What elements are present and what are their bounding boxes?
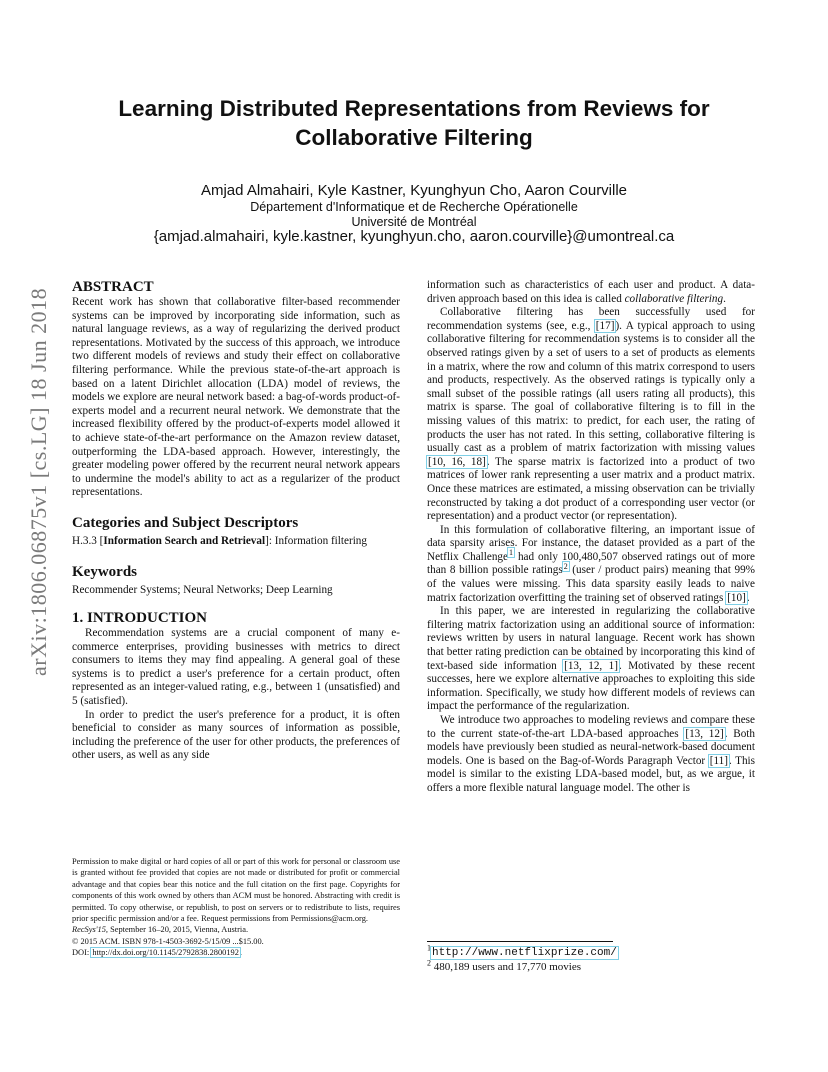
permission-block — [72, 856, 400, 959]
right-paragraph-0: information such as characteristics of each user and product. A data-driven approach based on this idea is called collaborative filtering. — [427, 279, 755, 305]
categories-text: H.3.3 [Information Search and Retrieval]: Information filtering — [72, 534, 367, 547]
citation-link[interactable]: [13, 12] — [685, 727, 724, 740]
title-line-1: Learning Distributed Representations from Reviews for — [118, 96, 710, 121]
permission-text: Permission to make digital or hard copies of all or part of this work for personal or classroom use is granted without fee provided that copies are not made or distributed for profit or commercial advantage and that copies bear this notice and the full citation on the first page. Copyrights for components of this work owned by others than ACM must be honored. Abstracting with credit is permitted. To copy otherwise, or republish, to post on servers or to redistribute to lists, requires prior specific permission and/or a fee. Request permissions from Permissions@acm.org. — [72, 857, 400, 924]
right-paragraph-4: We introduce two approaches to modeling reviews and compare these to the current state-of-the-art LDA-based approaches [13, 12]. Both models have previously been studied as neural-network-based document models. One is based on the Bag-of-Words Paragraph Vector [11]. This model is similar to the existing LDA-based model, but, as we argue, it offers a more flexible natural language model. The other is — [427, 714, 756, 794]
footnote-link[interactable]: 1 — [509, 548, 513, 558]
footnote-divider — [427, 941, 613, 942]
footnote-1: $^1$http://www.netflixprize.com/ — [427, 943, 617, 959]
footnote-link[interactable]: 2 — [563, 561, 568, 571]
author-list: Amjad Almahairi, Kyle Kastner, Kyunghyun Cho, Aaron Courville — [200, 182, 628, 199]
intro-paragraph-1: Recommendation systems are a crucial component of many e-commerce enterprises, providing businesses with metrics to direct consumers to items they may find appealing. A general goal of these systems is to predict a user's preference for a certain product, often represented as an integer-valued rating, e.g., between 1 (unsatisfied) and 5 (satisfied). — [72, 627, 400, 708]
left-column — [72, 278, 400, 763]
citation-link[interactable]: [10, 16, 18] — [428, 455, 486, 468]
categories-bold: Information Search and Retrieval — [103, 534, 266, 547]
categories-heading: Categories and Subject Descriptors — [72, 514, 299, 531]
citation-link[interactable]: [11] — [709, 754, 728, 767]
keywords-heading: Keywords — [72, 563, 137, 580]
affiliation-department: Département d'Informatique et de Recherche Opérationelle — [250, 200, 578, 214]
arxiv-identifier: arXiv:1806.06875v1 [cs.LG] 18 Jun 2018 — [26, 287, 51, 677]
author-emails: {amjad.almahairi, kyle.kastner, kyunghyun.cho, aaron.courville}@umontreal.ca — [153, 228, 675, 245]
citation-link[interactable]: [17] — [595, 319, 615, 332]
copyright-line: © 2015 ACM. ISBN 978-1-4503-3692-5/15/09 ...$15.00. — [72, 936, 264, 946]
paper-title — [60, 94, 768, 152]
introduction-heading: 1. INTRODUCTION — [72, 610, 208, 627]
abstract-heading: ABSTRACT — [72, 279, 154, 295]
intro-paragraph-2: In order to predict the user's preference for a product, it is often beneficial to consider as many sources of information as possible, including the preference of the user for other products, the preferences of other users, as well as any side — [72, 708, 400, 762]
keywords-text: Recommender Systems; Neural Networks; Deep Learning — [72, 583, 333, 596]
footnote-2: $^2$ 480,189 users and 17,770 movies — [427, 958, 582, 973]
venue-line: RecSys'15, September 16–20, 2015, Vienna, Austria. — [72, 925, 249, 935]
doi-line: DOI: http://dx.doi.org/10.1145/2792838.2800192. — [72, 948, 242, 958]
right-paragraph-2: In this formulation of collaborative filtering, an important issue of data sparsity arises. For instance, the dataset provided as a part of the Netflix Challenge$^1$ had only 100,480,507 observed ratings out of more than 8 billion possible ratings$^2$ (user / product pairs) meaning that 99% of the values were missing. This data sparsity easily leads to naive matrix factorization overfitting the training set of observed ratings [10]. — [427, 523, 755, 604]
affiliation-university: Université de Montréal — [351, 214, 477, 229]
right-paragraph-3: In this paper, we are interested in regularizing the collaborative filtering matrix factorization using an additional source of information: reviews written by users in natural language. Recent work has shown that better rating prediction can be obtained by incorporating this kind of text-based side information [13, 12, 1]. Motivated by these recent successes, here we explore alternative approaches to exploiting this side information. Specifically, we study how different models of reviews can impact the performance of the regularization. — [427, 605, 755, 713]
footnotes — [427, 945, 757, 974]
right-paragraph-1: Collaborative filtering has been successfully used for recommendation systems (see, e.g., [17]). A typical approach to using collaborative filtering for recommendation systems is to consider all the observed ratings given by a set of users to a set of products as elements in a matrix, where the row and column of this matrix correspond to users and products, respectively. As the observed ratings is typically only a small subset of the possible ratings (all users rating all products), this matrix is sparse. The goal of collaborative filtering is to fill in the missing values of this matrix: to predict, for each user, the rating of products the user has not rated. In this setting, collaborative filtering is usually cast as a problem of matrix factorization with missing values [10, 16, 18]. The sparse matrix is factorized into a product of two matrices of lower rank representing a user matrix and a product matrix. Once these matrices are estimated, a missing observation can be trivially reconstructed by taking a dot product of a corresponding user vector (or representation) and a product vector (or representation). — [427, 306, 755, 523]
netflix-url-link[interactable]: http://www.netflixprize.com/ — [432, 947, 617, 959]
title-line-2: Collaborative Filtering — [295, 125, 533, 150]
doi-link[interactable]: http://dx.doi.org/10.1145/2792838.2800192 — [92, 948, 239, 958]
right-column — [427, 279, 755, 796]
citation-link[interactable]: [10] — [727, 591, 746, 604]
citation-link[interactable]: [13, 12, 1] — [564, 659, 618, 672]
affiliation — [60, 200, 768, 229]
abstract-text: Recent work has shown that collaborative filter-based recommender systems can be improved by incorporating side information, such as natural language reviews, as a way of regularizing the derived product representations. Motivated by the success of this approach, we introduce two different models of reviews and study their effect on collaborative filtering performance. While the previous state-of-the-art approach is based on a latent Dirichlet allocation (LDA) model of reviews, the models we explore are neural network based: a bag-of-words product-of-experts model and a recurrent neural network. We demonstrate that the increased flexibility offered by the product-of-experts model allowed it to achieve state-of-the-art performance on the Amazon review dataset, outperforming the LDA-based approach. However, interestingly, the greater modeling power offered by the recurrent neural network appears to undermine the model's ability to act as a regularizer of the product representations. — [72, 296, 400, 499]
